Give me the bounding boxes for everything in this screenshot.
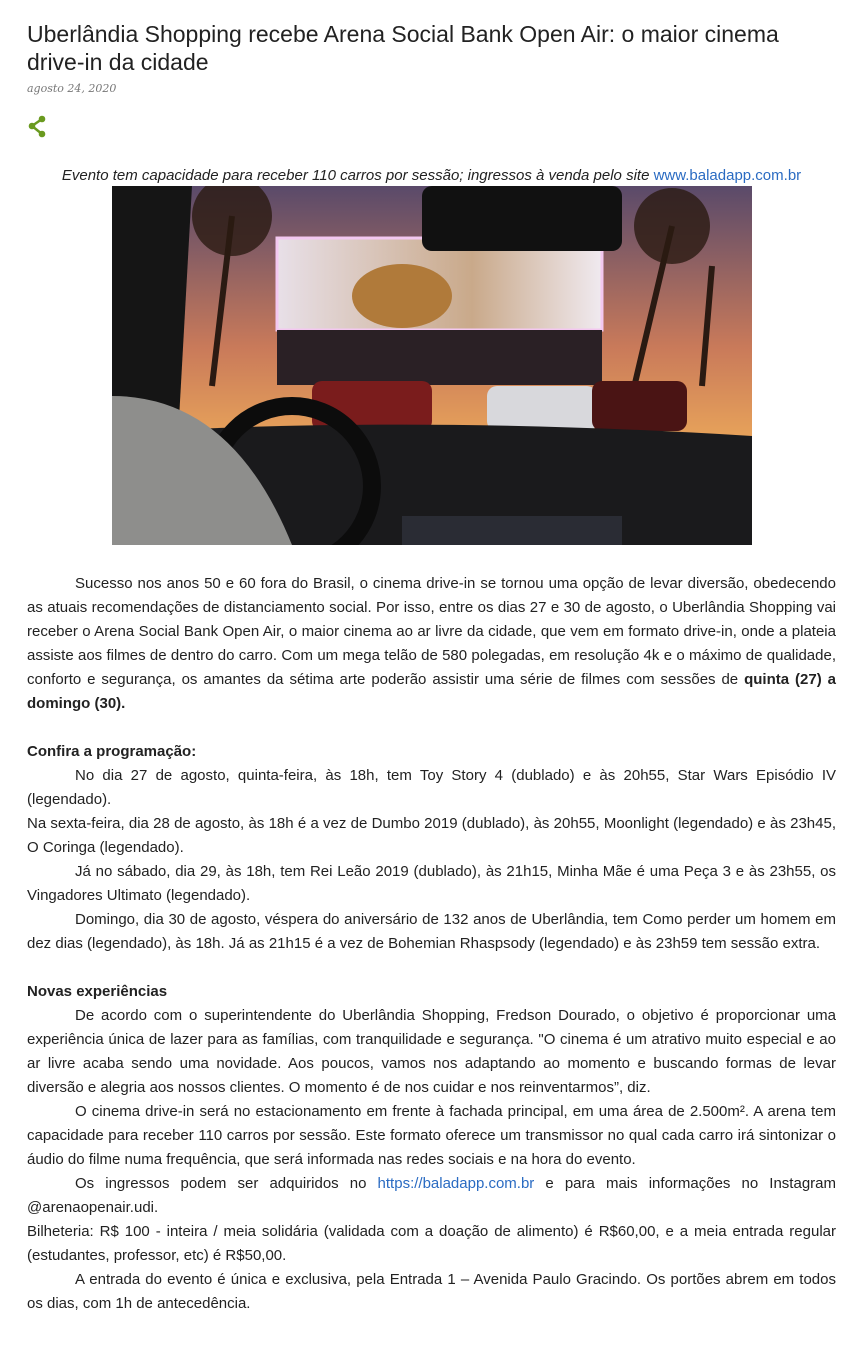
post-title: Uberlândia Shopping recebe Arena Social Bank Open Air: o maior cinema drive-in da cidade [27, 21, 779, 75]
heading-novas-experiencias: Novas experiências [27, 983, 168, 1000]
share-icon[interactable] [27, 115, 51, 139]
post-date: agosto 24, 2020 [27, 82, 117, 95]
intro-text: Sucesso nos anos 50 e 60 fora do Brasil, o cinema drive-in se tornou uma opção de levar diversão, obedecendo as atuais recomendações de distanciamento social. Por isso, entre os dias 27 e 30 de agosto, o Uberlândia Shopping vai receber o Arena Social Bank Open Air, o maior cinema ao ar livre da cidade, que vem em formato drive-in, onde a plateia assiste aos filmes de dentro do carro. Com um mega telão de 580 polegadas, em resolução 4k e o máximo de qualidade, conforto e segurança, os amantes da sétima arte poderão assistir uma série de filmes com sessões de [27, 575, 836, 688]
paragraph-prices: Bilheteria: R$ 100 - inteira / meia solidária (validada com a doação de alimento) é R$60,00, e a meia entrada regular (estudantes, professor, etc) é R$50,00. [27, 1223, 836, 1264]
schedule-saturday: Já no sábado, dia 29, às 18h, tem Rei Leão 2019 (dublado), às 21h15, Minha Mãe é uma Peça 3 e às 23h55, os Vingadores Ultimato (legendado). [27, 863, 836, 904]
tickets-text: Os ingressos podem ser adquiridos no [75, 1175, 378, 1192]
schedule-thursday: No dia 27 de agosto, quinta-feira, às 18h, tem Toy Story 4 (dublado) e às 20h55, Star Wars Episódio IV (legendado). [27, 767, 836, 808]
baladapp-url-link[interactable]: https://baladapp.com.br [377, 1175, 535, 1192]
schedule-friday: Na sexta-feira, dia 28 de agosto, às 18h é a vez de Dumbo 2019 (dublado), às 20h55, Moonlight (legendado) e às 23h45, O Coringa (legendado). [27, 815, 836, 856]
article-body [27, 572, 836, 1316]
paragraph-quote: De acordo com o superintendente do Uberlândia Shopping, Fredson Dourado, o objetivo é proporcionar uma experiência única de lazer para as famílias, com tranquilidade e segurança. "O cinema é um atrativo muito especial e ao ar livre acaba sendo uma novidade. Aos poucos, vamos nos adaptando ao momento e buscando formas de levar diversão e alegria aos nossos clientes. O momento é de nos cuidar e nos reinventarmos”, diz. [27, 1007, 836, 1096]
intro-bold-dates: quinta (27) a domingo (30). [27, 671, 836, 712]
paragraph-tickets [27, 1172, 836, 1220]
heading-programacao: Confira a programação: [27, 743, 197, 760]
drive-in-photo [112, 186, 752, 545]
paragraph-intro [27, 572, 836, 716]
paragraph-location: O cinema drive-in será no estacionamento em frente à fachada principal, em uma área de 2.500m². A arena tem capacidade para receber 110 carros por sessão. Este formato oferece um transmissor no qual cada carro irá sintonizar o áudio do filme numa frequência, que será informada nas redes sociais e na hora do evento. [27, 1103, 836, 1168]
baladapp-link[interactable]: www.baladapp.com.br [653, 167, 802, 184]
tickets-text-end: e para mais informações no Instagram @arenaopenair.udi. [27, 1175, 836, 1216]
image-caption [27, 166, 836, 186]
schedule-sunday: Domingo, dia 30 de agosto, véspera do aniversário de 132 anos de Uberlândia, tem Como perder um homem em dez dias (legendado), às 18h. Já as 21h15 é a vez de Bohemian Rhaspsody (legendado) e às 23h59 tem sessão extra. [27, 911, 836, 952]
paragraph-entrance: A entrada do evento é única e exclusiva, pela Entrada 1 – Avenida Paulo Gracindo. Os portões abrem em todos os dias, com 1h de antecedência. [27, 1271, 836, 1312]
caption-text: Evento tem capacidade para receber 110 carros por sessão; ingressos à venda pelo site [61, 167, 654, 184]
